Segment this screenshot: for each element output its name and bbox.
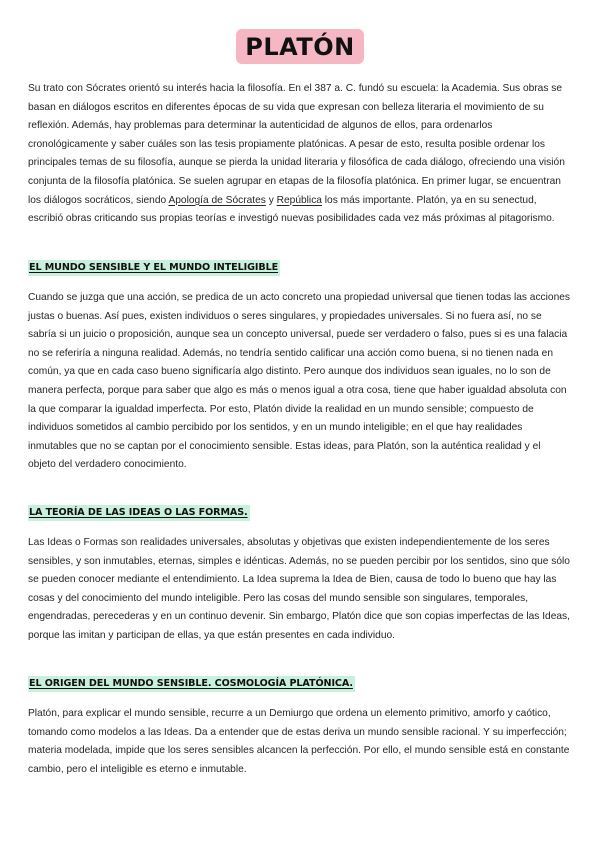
- republica-link[interactable]: República: [276, 194, 322, 206]
- section-heading-teoria-ideas: LA TEORÍA DE LAS IDEAS O LAS FORMAS.: [28, 505, 250, 521]
- section-paragraph-teoria-ideas: Las Ideas o Formas son realidades universales, absolutas y objetivas que existen independientemente de los seres sensibles, y son inmutables, eternas, simples e idénticas. Además, no se pueden percibir por los sentidos, sino que sólo se pueden conocer mediante el entendimiento. La Idea suprema la Idea de Bien, causa de todo lo bueno que hay las cosas y del conocimiento del mundo inteligible. Pero las cosas del mundo sensible son singulares, temporales, engendradas, perecederas y en un continuo devenir. Sin embargo, Platón dice que son copias imperfectas de las Ideas, porque las imitan y participan de ellas, ya que están presentes en cada individuo.: [28, 537, 570, 641]
- intro-text-part3: los más importante. Platón, ya en su senectud, escribió obras criticando sus propias teorías e investigó nuevas posibilidades cada vez más próximas al pitagorismo.: [28, 194, 555, 225]
- title-container: [0, 29, 600, 64]
- section-heading-mundo-sensible: EL MUNDO SENSIBLE Y EL MUNDO INTELIGIBLE: [28, 260, 280, 276]
- intro-paragraph: [28, 80, 570, 229]
- section-paragraph-mundo-sensible: Cuando se juzga que una acción, se predica de un acto concreto una propiedad universal que tienen todas las acciones justas o buenas. Así pues, existen individuos o seres singulares, y propiedades universales. Si no fuera así, no se sabría si un juicio o proposición, aunque sea un concepto universal, puede ser verdadero o falso, pues si es una falacia no se referiría a ninguna realidad. Además, no tendría sentido calificar una acción como buena, si no tienen nada en común, ya que en cada caso bueno significaría algo distinto. Pero aunque dos individuos sean iguales, no lo son de manera perfecta, porque para saber que algo es más o menos igual a otra cosa, tiene que haber igualdad absoluta con la que comparar la igualdad imperfecta. Por esto, Platón divide la realidad en un mundo sensible; compuesto de individuos sometidos al cambio percibido por los sentidos, y en un mundo inteligible; en el que hay realidades inmutables que no se captan por el conocimiento sensible. Estas ideas, para Platón, son la auténtica realidad y el objeto del verdadero conocimiento.: [28, 292, 571, 471]
- intro-text-part1: Su trato con Sócrates orientó su interés hacia la filosofía. En el 387 a. C. fundó su escuela: la Academia. Sus obras se basan en diálogos escritos en diferentes épocas de su vida que expresan con belleza literaria el movimiento de su reflexión. Además, hay problemas para determinar la autenticidad de algunos de ellos, para ordenarlos cronológicamente y saber cuáles son las tesis propiamente platónicas. A pesar de esto, resulta posible ordenar los principales temas de su filosofía, aunque se pierda la unidad literaria y filosófica de cada diálogo, ofreciendo una visión conjunta de la filosofía platónica. Se suelen agrupar en etapas de la filosofía platónica. En primer lugar, se encuentran los diálogos socráticos, siendo: [28, 83, 565, 206]
- section-heading-cosmologia: EL ORIGEN DEL MUNDO SENSIBLE. COSMOLOGÍA PLATÓNICA.: [28, 676, 355, 692]
- page-title: PLATÓN: [236, 29, 363, 64]
- intro-text-part2: y: [265, 194, 277, 206]
- apologia-link[interactable]: Apología de Sócrates: [168, 194, 266, 206]
- section-paragraph-cosmologia: Platón, para explicar el mundo sensible, recurre a un Demiurgo que ordena un elemento primitivo, amorfo y caótico, tomando como modelos a las Ideas. Da a entender que de estas deriva un mundo sensible racional. Y su imperfección; materia modelada, impide que los seres sensibles alcancen la perfección. Por ello, el mundo sensible está en constante cambio, pero el inteligible es eterno e inmutable.: [28, 708, 570, 775]
